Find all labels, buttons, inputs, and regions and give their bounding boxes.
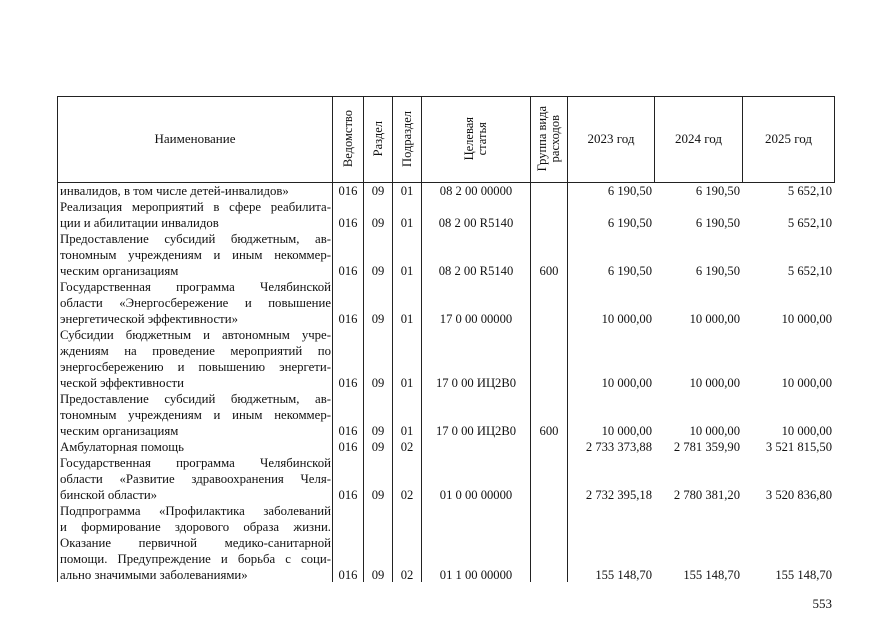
podrazdel-cell: 01 <box>400 216 414 230</box>
podrazdel-cell: 02 <box>400 568 414 582</box>
razdel-cell: 09 <box>371 184 385 198</box>
amount-2024-cell: 10 000,00 <box>689 376 740 390</box>
amount-2024-cell: 6 190,50 <box>695 184 740 198</box>
celevaya-statya-cell: 17 0 00 ИЦ2В0 <box>435 376 517 390</box>
row-name-line: ально значимыми заболеваниями» <box>60 568 248 582</box>
vedomstvo-cell: 016 <box>338 216 358 230</box>
header-2024: 2024 год <box>675 131 722 146</box>
razdel-cell: 09 <box>371 440 385 454</box>
vedomstvo-cell: 016 <box>338 488 358 502</box>
row-name-line: Предоставление субсидий бюджетным, ав- <box>60 392 331 406</box>
vedomstvo-cell: 016 <box>338 312 358 326</box>
row-name-line: ждениям на проведение мероприятий по <box>60 344 331 358</box>
row-name-line: области «Развитие здравоохранения Челя- <box>60 472 331 486</box>
podrazdel-cell: 01 <box>400 184 414 198</box>
row-name-line: Реализация мероприятий в сфере реабилита- <box>60 200 331 214</box>
row-name-line: ческим организациям <box>60 264 179 278</box>
row-name-line: Оказание первичной медико-санитарной <box>60 536 331 550</box>
razdel-cell: 09 <box>371 424 385 438</box>
gruppa-cell: 600 <box>539 424 559 438</box>
celevaya-statya-cell: 08 2 00 R5140 <box>438 216 514 230</box>
podrazdel-cell: 01 <box>400 312 414 326</box>
podrazdel-cell: 02 <box>400 440 414 454</box>
podrazdel-cell: 01 <box>400 424 414 438</box>
amount-2024-cell: 6 190,50 <box>695 216 740 230</box>
row-name-line: Амбулаторная помощь <box>60 440 184 454</box>
row-name-line: Государственная программа Челябинской <box>60 280 331 294</box>
amount-2024-cell: 10 000,00 <box>689 424 740 438</box>
amount-2025-cell: 10 000,00 <box>781 376 832 390</box>
razdel-cell: 09 <box>371 488 385 502</box>
amount-2025-cell: 5 652,10 <box>787 264 832 278</box>
amount-2024-cell: 10 000,00 <box>689 312 740 326</box>
row-name-line: помощи. Предупреждение и борьба с соци- <box>60 552 331 566</box>
vedomstvo-cell: 016 <box>338 440 358 454</box>
razdel-cell: 09 <box>371 568 385 582</box>
amount-2024-cell: 2 780 381,20 <box>673 488 740 502</box>
row-name-line: инвалидов, в том числе детей-инвалидов» <box>60 184 289 198</box>
amount-2023-cell: 10 000,00 <box>601 312 652 326</box>
col-line-right <box>834 96 835 182</box>
row-name-line: ции и абилитации инвалидов <box>60 216 219 230</box>
amount-2023-cell: 2 733 373,88 <box>585 440 652 454</box>
amount-2023-cell: 2 732 395,18 <box>585 488 652 502</box>
page-number: 553 <box>812 596 832 611</box>
row-name-line: Государственная программа Челябинской <box>60 456 331 470</box>
podrazdel-cell: 01 <box>400 264 414 278</box>
header-2025: 2025 год <box>765 131 812 146</box>
amount-2025-cell: 5 652,10 <box>787 184 832 198</box>
header-celevaya: Целевая статья <box>462 117 489 161</box>
podrazdel-cell: 01 <box>400 376 414 390</box>
row-name-line: энергосбережению и повышению энергети- <box>60 360 331 374</box>
razdel-cell: 09 <box>371 216 385 230</box>
amount-2025-cell: 10 000,00 <box>781 312 832 326</box>
vedomstvo-cell: 016 <box>338 184 358 198</box>
razdel-cell: 09 <box>371 264 385 278</box>
amount-2023-cell: 6 190,50 <box>607 264 652 278</box>
row-name-line: Подпрограмма «Профилактика заболеваний <box>60 504 331 518</box>
row-name-line: ческой эффективности <box>60 376 184 390</box>
header-name: Наименование <box>154 131 236 146</box>
podrazdel-cell: 02 <box>400 488 414 502</box>
row-name-line: Субсидии бюджетным и автономным учре- <box>60 328 331 342</box>
header-vedomstvo: Ведомство <box>340 110 355 168</box>
amount-2024-cell: 155 148,70 <box>683 568 740 582</box>
amount-2023-cell: 6 190,50 <box>607 184 652 198</box>
celevaya-statya-cell: 08 2 00 00000 <box>439 184 513 198</box>
celevaya-statya-cell: 17 0 00 00000 <box>439 312 513 326</box>
celevaya-statya-cell: 01 1 00 00000 <box>439 568 513 582</box>
header-2023: 2023 год <box>587 131 635 146</box>
amount-2025-cell: 3 520 836,80 <box>765 488 832 502</box>
vedomstvo-cell: 016 <box>338 424 358 438</box>
row-name-line: Предоставление субсидий бюджетным, ав- <box>60 232 331 246</box>
row-name-line: тономным учреждениям и иным некоммер- <box>60 248 331 262</box>
amount-2025-cell: 155 148,70 <box>775 568 832 582</box>
vedomstvo-cell: 016 <box>338 376 358 390</box>
celevaya-statya-cell: 17 0 00 ИЦ2В0 <box>435 424 517 438</box>
header-gruppa: Группа вида расходов <box>535 106 562 172</box>
header-podrazdel: Подраздел <box>399 111 414 167</box>
row-name-line: энергетической эффективности» <box>60 312 238 326</box>
row-name-line: ческим организациям <box>60 424 179 438</box>
row-name-line: области «Энергосбережение и повышение <box>60 296 331 310</box>
amount-2023-cell: 10 000,00 <box>601 376 652 390</box>
amount-2025-cell: 10 000,00 <box>781 424 832 438</box>
row-name-line: и формирование здорового образа жизни. <box>60 520 331 534</box>
amount-2023-cell: 6 190,50 <box>607 216 652 230</box>
amount-2024-cell: 2 781 359,90 <box>673 440 740 454</box>
vedomstvo-cell: 016 <box>338 568 358 582</box>
amount-2025-cell: 3 521 815,50 <box>765 440 832 454</box>
row-name-line: бинской области» <box>60 488 158 502</box>
amount-2025-cell: 5 652,10 <box>787 216 832 230</box>
celevaya-statya-cell: 01 0 00 00000 <box>439 488 513 502</box>
celevaya-statya-cell: 08 2 00 R5140 <box>438 264 514 278</box>
gruppa-cell: 600 <box>539 264 559 278</box>
vedomstvo-cell: 016 <box>338 264 358 278</box>
row-name-line: тономным учреждениям и иным некоммер- <box>60 408 331 422</box>
header-razdel: Раздел <box>370 121 385 157</box>
razdel-cell: 09 <box>371 312 385 326</box>
razdel-cell: 09 <box>371 376 385 390</box>
amount-2024-cell: 6 190,50 <box>695 264 740 278</box>
amount-2023-cell: 10 000,00 <box>601 424 652 438</box>
amount-2023-cell: 155 148,70 <box>595 568 652 582</box>
